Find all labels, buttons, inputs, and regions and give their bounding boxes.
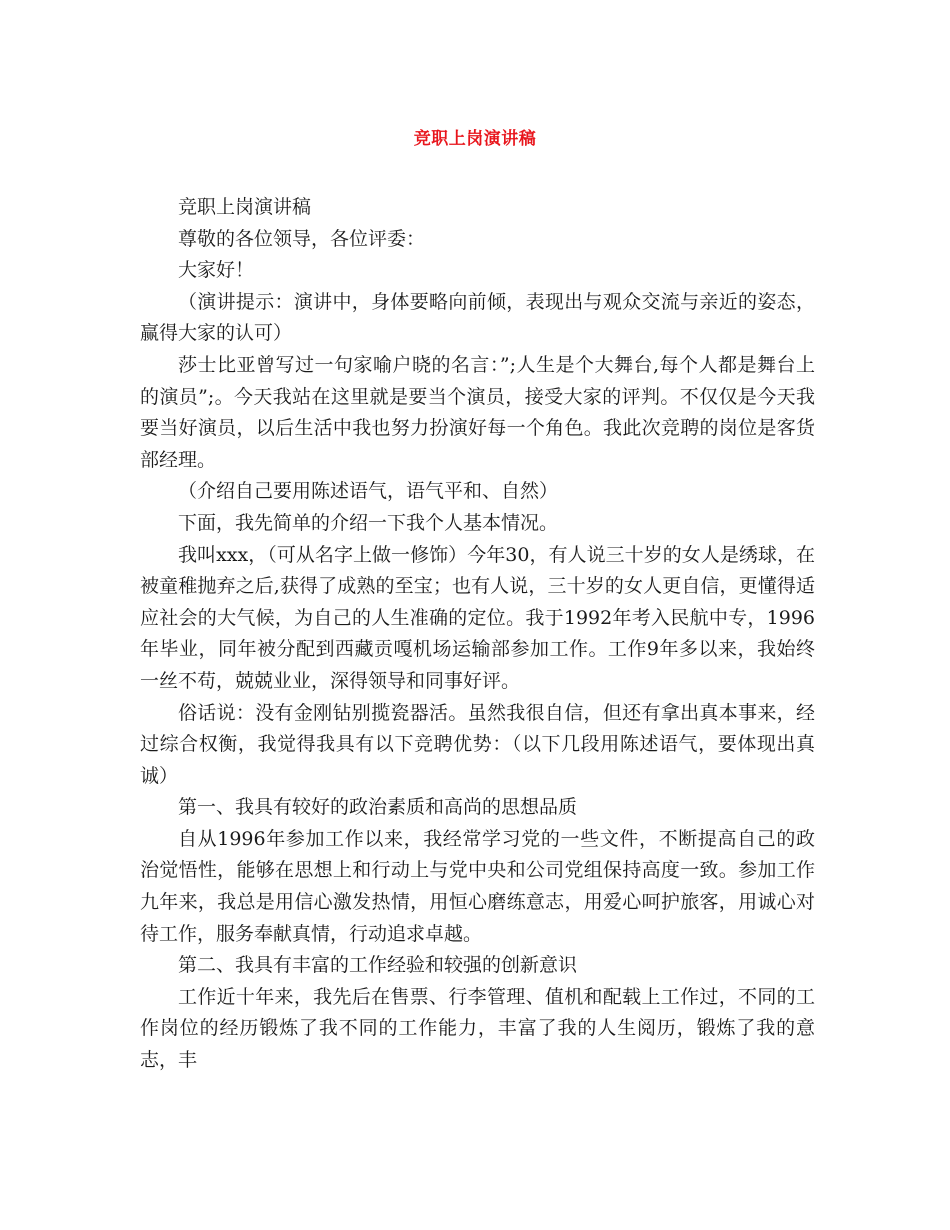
paragraph-advantages-lead: 俗话说：没有金刚钻别揽瓷器活。虽然我很自信，但还有拿出真本事来，经过综合权衡，我觉得我具有以下竞聘优势：（以下几段用陈述语气，要体现出真诚）	[140, 701, 815, 787]
paragraph-salutation: 尊敬的各位领导，各位评委：	[178, 227, 426, 250]
paragraph-greeting: 大家好！	[178, 259, 255, 282]
paragraph-tip-tone: （介绍自己要用陈述语气，语气平和、自然）	[178, 480, 559, 503]
paragraph-tip-posture: （演讲提示：演讲中，身体要略向前倾，表现出与观众交流与亲近的姿态，赢得大家的认可）	[140, 290, 815, 345]
paragraph-intro: 下面，我先简单的介绍一下我个人基本情况。	[178, 511, 559, 534]
document-title: 竞职上岗演讲稿	[413, 129, 537, 149]
paragraph-point-one-heading: 第一、我具有较好的政治素质和高尚的思想品质	[178, 796, 578, 819]
paragraph-self-introduction: 我叫xxx，（可从名字上做一修饰）今年30，有人说三十岁的女人是绣球，在被童稚抛弃之后,获得了成熟的至宝；也有人说，三十岁的女人更自信，更懂得适应社会的大气候，为自己的人生准确的定位。我于1992年考入民航中专，1996年毕业，同年被分配到西藏贡嘎机场运输部参加工作。工作9年多以来，我始终一丝不苟，兢兢业业，深得领导和同事好评。	[140, 543, 815, 692]
paragraph-point-two-body: 工作近十年来，我先后在售票、行李管理、值机和配载上工作过，不同的工作岗位的经历锻炼了我不同的工作能力，丰富了我的人生阅历，锻炼了我的意志，丰	[140, 985, 815, 1072]
paragraph-heading: 竞职上岗演讲稿	[178, 196, 312, 218]
paragraph-shakespeare: 莎士比亚曾写过一句家喻户晓的名言：”;人生是个大舞台,每个人都是舞台上的演员”;。今天我站在这里就是要当个演员，接受大家的评判。不仅仅是今天我要当好演员，以后生活中我也努力扮演好每一个角色。我此次竞聘的岗位是客货部经理。	[140, 353, 815, 471]
paragraph-point-two-heading: 第二、我具有丰富的工作经验和较强的创新意识	[178, 954, 578, 977]
paragraph-point-one-body: 自从1996年参加工作以来，我经常学习党的一些文件，不断提高自己的政治觉悟性，能够在思想上和行动上与党中央和公司党组保持高度一致。参加工作九年来，我总是用信心激发热情，用恒心磨练意志，用爱心呵护旅客，用诚心对待工作，服务奉献真情，行动追求卓越。	[140, 827, 815, 945]
document-body	[140, 192, 815, 1077]
